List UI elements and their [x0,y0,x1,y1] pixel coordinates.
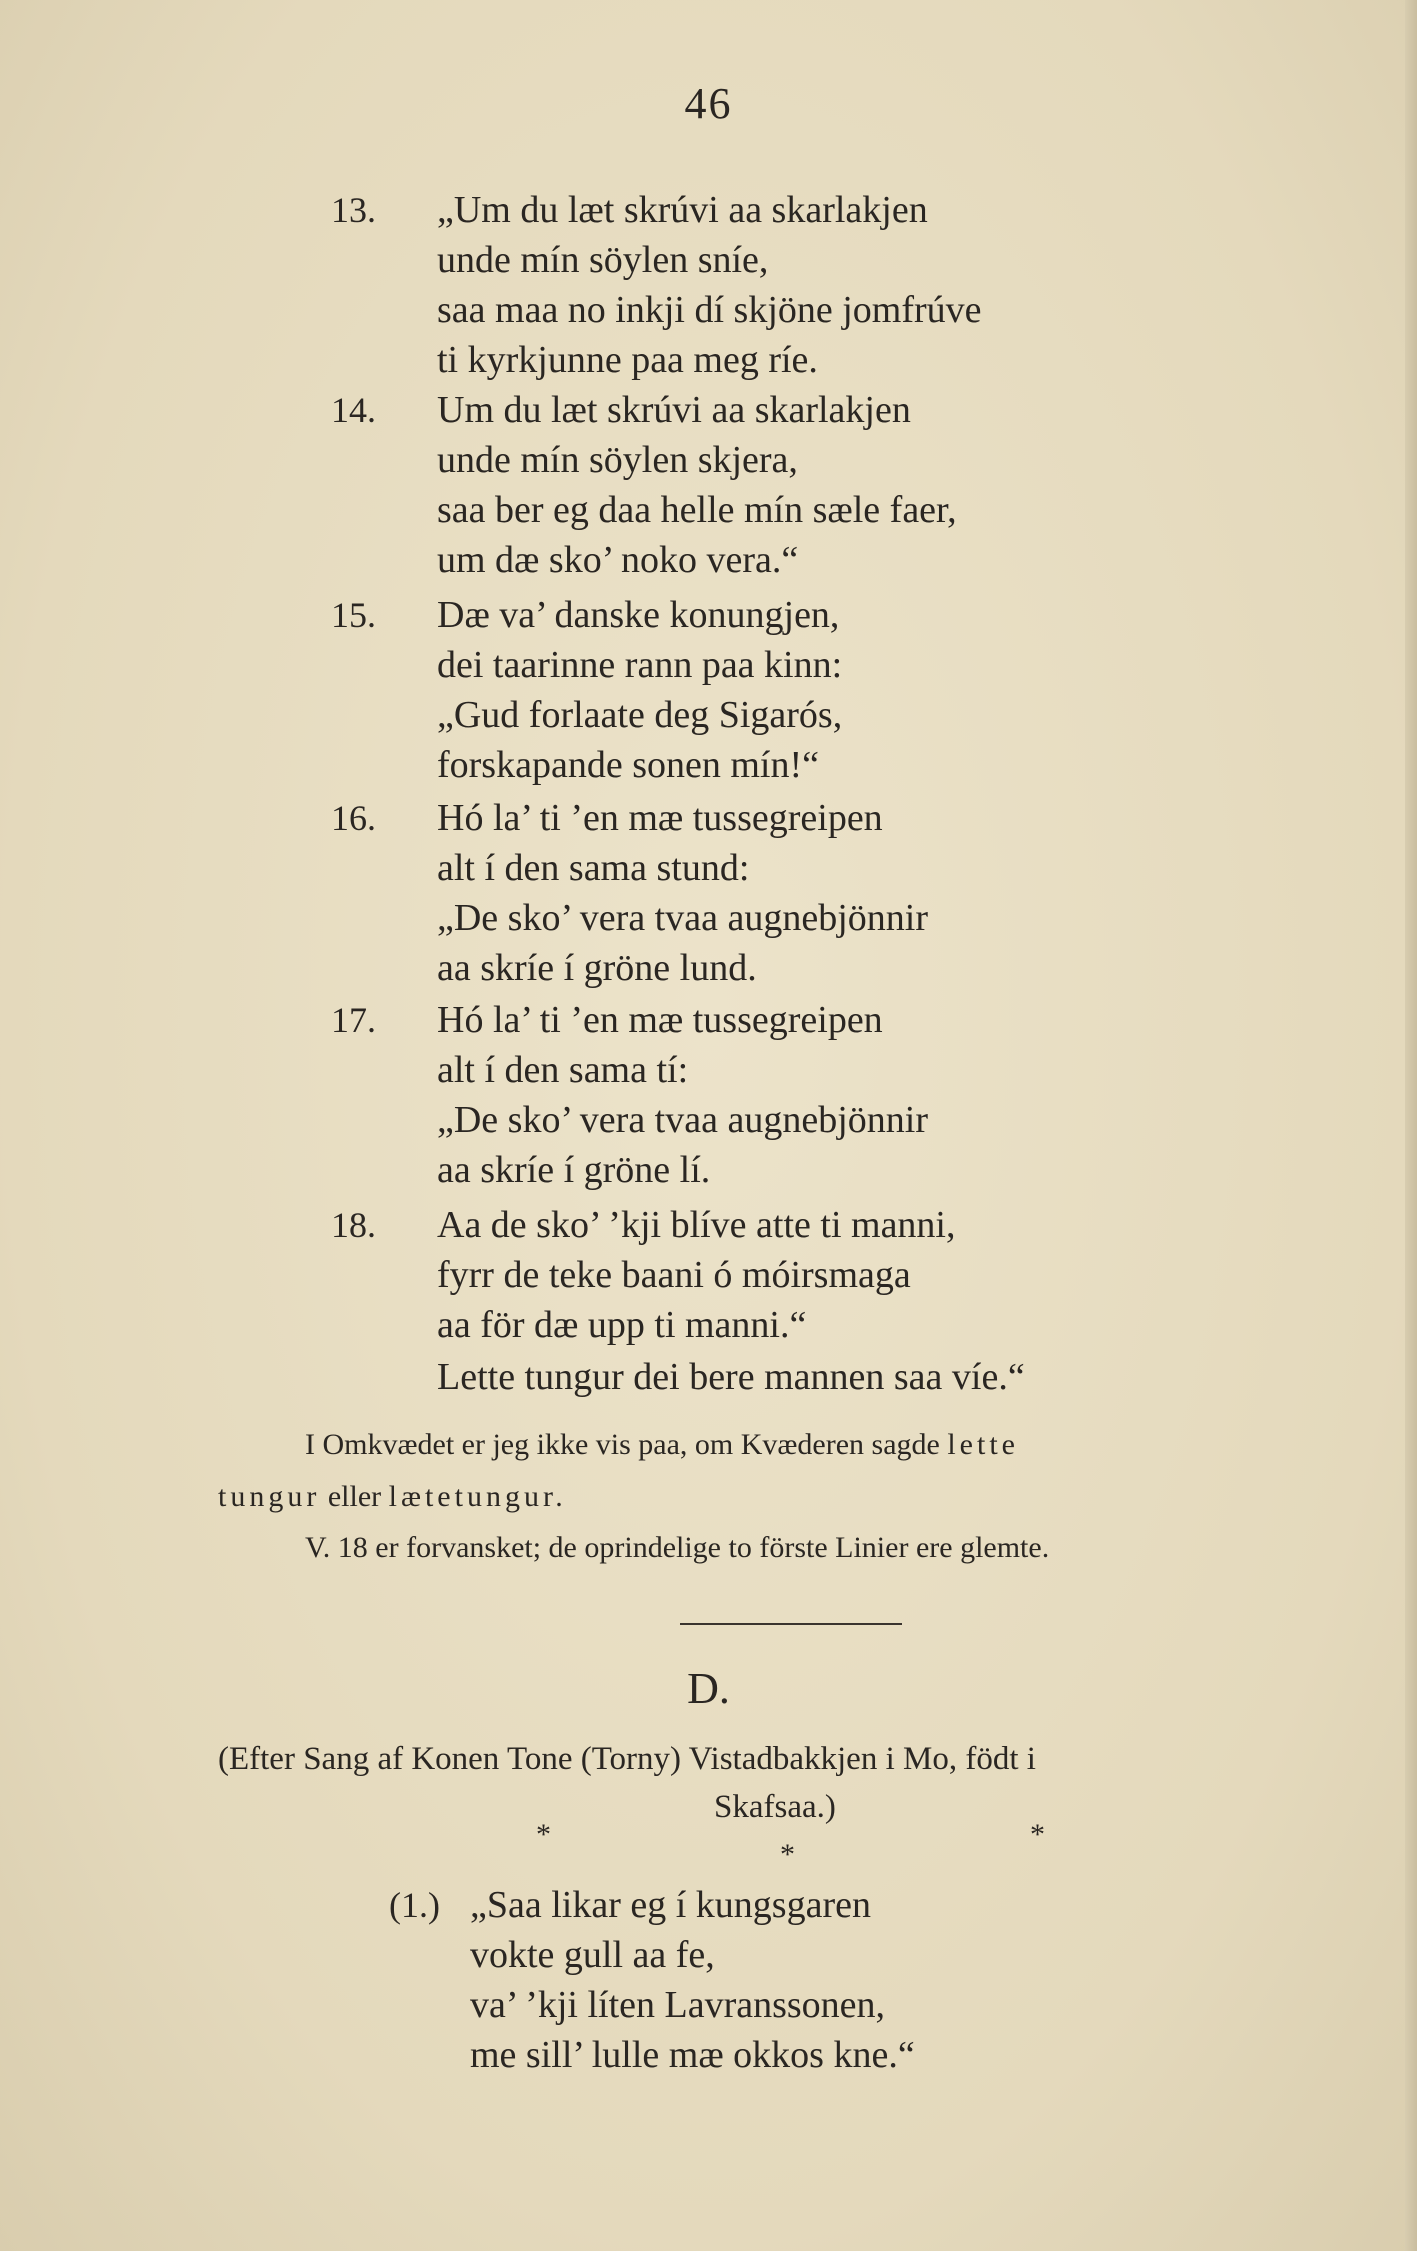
note-text [305,1425,1019,1465]
verse-line: unde mín söylen sníe, [437,239,769,281]
note-text [218,1477,567,1517]
note-emphasis: lette [947,1428,1019,1461]
section-divider [680,1623,902,1625]
verse-line: saa ber eg daa helle mín sæle faer, [437,489,957,531]
verse-line: alt í den sama tí: [437,1049,689,1091]
note-text: V. 18 er forvansket; de oprindelige to förste Linier ere glemte. [305,1531,1050,1564]
verse-line: me sill’ lulle mæ okkos kne.“ [470,2034,915,2076]
stanza-number: 18. [331,1205,376,1245]
verse-line: alt í den sama stund: [437,847,750,889]
verse-line: aa för dæ upp ti manni.“ [437,1304,807,1346]
verse-line: „De sko’ vera tvaa augnebjönnir [437,897,928,939]
verse-line: Hó la’ ti ’en mæ tussegreipen [437,797,883,839]
stanza-number: 15. [331,595,376,635]
verse-line: „Gud forlaate deg Sigarós, [437,694,843,736]
page-number: 46 [684,79,733,128]
verse-line: aa skríe í gröne lund. [437,947,757,989]
stanza-number: 17. [331,1000,376,1040]
verse-line: Hó la’ ti ’en mæ tussegreipen [437,999,883,1041]
source-note: (Efter Sang af Konen Tone (Torny) Vistadbakkjen i Mo, födt i [218,1741,1036,1777]
verse-line: unde mín söylen skjera, [437,439,798,481]
verse-line: dei taarinne rann paa kinn: [437,644,843,686]
verse-line: aa skríe í gröne lí. [437,1149,711,1191]
verse-line: um dæ sko’ noko vera.“ [437,539,799,581]
verse-line: Um du læt skrúvi aa skarlakjen [437,389,911,431]
note-emphasis: tungur [218,1480,321,1513]
note-text-segment: I Omkvædet er jeg ikke vis paa, om Kvæderen sagde [305,1428,940,1461]
verse-line: Lette tungur dei bere mannen saa víe.“ [437,1356,1025,1398]
verse-line: Aa de sko’ ’kji blíve atte ti manni, [437,1204,956,1246]
stanza-number: 16. [331,798,376,838]
verse-line: fyrr de teke baani ó móirsmaga [437,1254,911,1296]
note-emphasis: lætetungur. [388,1480,567,1513]
page-edge [1405,0,1417,2251]
verse-line: „De sko’ vera tvaa augnebjönnir [437,1099,928,1141]
verse-line: Dæ va’ danske konungjen, [437,594,840,636]
stanza-number: 13. [331,190,376,230]
verse-line: „Saa likar eg í kungsgaren [470,1884,871,1926]
asterisk: * [1030,1818,1045,1851]
verse-line: saa maa no inkji dí skjöne jomfrúve [437,289,982,331]
verse-line: ti kyrkjunne paa meg ríe. [437,339,818,381]
stanza-number: 14. [331,390,376,430]
section-heading: D. [687,1664,730,1713]
asterisk: * [536,1818,551,1851]
verse-line: „Um du læt skrúvi aa skarlakjen [437,189,928,231]
source-note: Skafsaa.) [714,1789,836,1825]
verse-line: vokte gull aa fe, [470,1934,715,1976]
asterisk: * [780,1838,795,1871]
verse-line: forskapande sonen mín!“ [437,744,819,786]
note-text-segment: eller [327,1480,382,1513]
verse-line: va’ ’kji líten Lavranssonen, [470,1984,886,2026]
stanza-number: (1.) [389,1885,440,1925]
